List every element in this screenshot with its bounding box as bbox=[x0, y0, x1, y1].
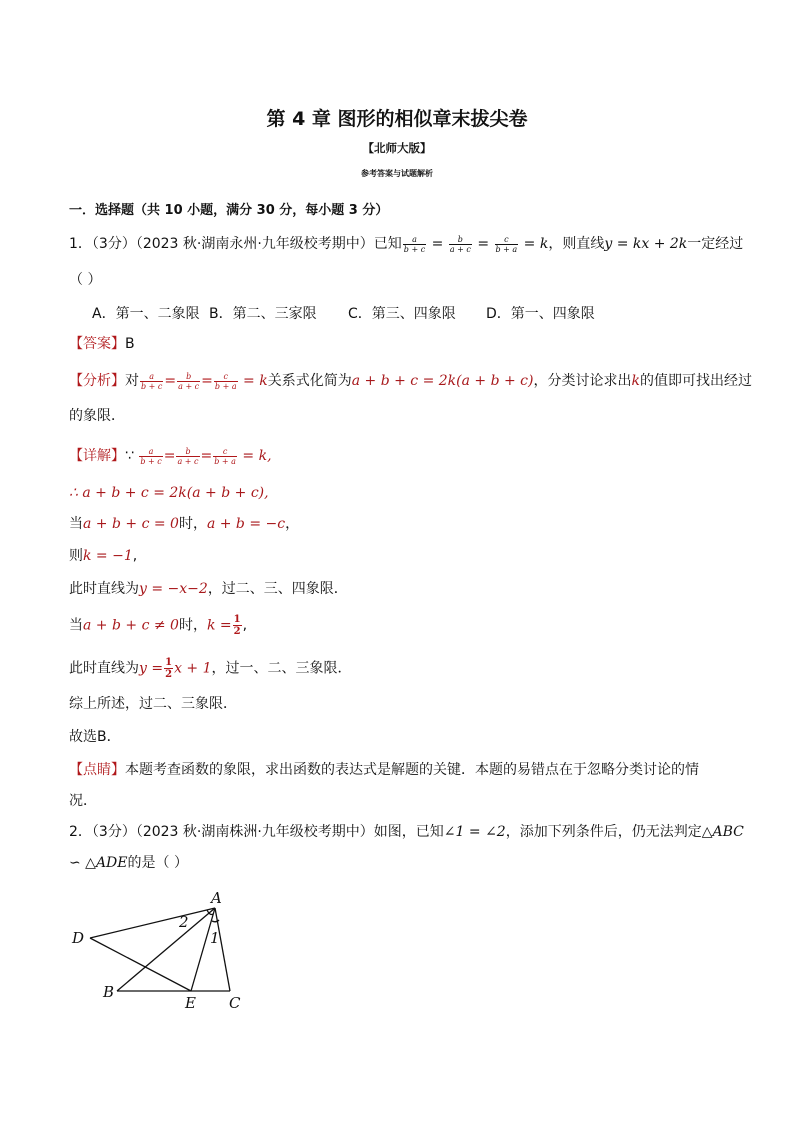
segment-EA bbox=[191, 908, 215, 991]
step6-frac-half: $\frac{1}{2}$ bbox=[165, 657, 173, 680]
q1-analysis: 【分析】对 $\frac{a}{b + c}$ = $\frac{b}{a + c}$ = $\frac{c}{b + a}$ = k关系式化简为a + b + c = 2k(a + b + c)，分类讨论求出k的值即可找出经过 bbox=[69, 371, 752, 391]
analysis-frac-b: $\frac{b}{a + c}$ bbox=[178, 371, 200, 391]
label-angle-1: 1 bbox=[210, 929, 220, 947]
q2-stem-cont: ∽ △ADE的是（ ） bbox=[69, 855, 188, 871]
q1-option-c[interactable]: C．第三、四象限 bbox=[348, 306, 456, 322]
q1-comment: 【点睛】本题考查函数的象限，求出函数的表达式是解题的关键．本题的易错点在于忽略分类讨论的情 bbox=[69, 762, 699, 778]
label-C: C bbox=[229, 994, 241, 1012]
label-E: E bbox=[185, 994, 196, 1012]
q1-comment-cont: 况． bbox=[69, 793, 97, 809]
q1-answer-paren: （ ） bbox=[69, 272, 102, 288]
q1-step-2: 当a + b + c = 0时，a + b = −c， bbox=[69, 516, 300, 532]
q1-option-b[interactable]: B．第二、三家限 bbox=[209, 306, 317, 322]
angle-1-arc bbox=[212, 920, 219, 922]
q2-stem: 2．（3分）（2023 秋·湖南株洲·九年级校考期中）如图，已知∠1 = ∠2，添加下列条件后，仍无法判定△ABC bbox=[69, 824, 744, 840]
q1-stem-prefix: 1．（3分）（2023 秋·湖南永州·九年级校考期中）已知 bbox=[69, 236, 402, 252]
q1-step-7: 综上所述，过二、三象限． bbox=[69, 696, 237, 712]
page-title: 第 4 章 图形的相似章末拔尖卷 bbox=[266, 108, 528, 130]
subtitle: 参考答案与试题解析 bbox=[361, 169, 433, 178]
detail-frac-a: $\frac{a}{b + c}$ bbox=[140, 446, 162, 466]
detail-frac-c: $\frac{c}{b + a}$ bbox=[214, 446, 236, 466]
answer-tag: 【答案】 bbox=[69, 336, 125, 352]
comment-tag: 【点睛】 bbox=[69, 762, 125, 778]
edition-label: 【北师大版】 bbox=[362, 141, 432, 155]
analysis-expression: a + b + c = 2k(a + b + c) bbox=[351, 373, 534, 389]
q1-analysis-cont: 的象限． bbox=[69, 408, 125, 424]
answer-value: B bbox=[125, 336, 135, 352]
q1-step-6: 此时直线为y = $\frac{1}{2}$ x + 1，过一、二、三象限． bbox=[69, 657, 352, 680]
label-angle-2: 2 bbox=[179, 913, 189, 931]
q1-step-3: 则k = −1, bbox=[69, 548, 138, 564]
q1-step-4: 此时直线为y = −x−2，过二、三、四象限． bbox=[69, 581, 348, 597]
q1-option-d[interactable]: D．第一、四象限 bbox=[486, 306, 595, 322]
analysis-frac-a: $\frac{a}{b + c}$ bbox=[141, 371, 163, 391]
detail-frac-b: $\frac{b}{a + c}$ bbox=[177, 446, 199, 466]
q1-answer bbox=[69, 334, 135, 354]
section-heading: 一．选择题（共 10 小题，满分 30 分，每小题 3 分） bbox=[69, 203, 389, 218]
q1-detail: 【详解】∵ $\frac{a}{b + c}$ = $\frac{b}{a + c}$ = $\frac{c}{b + a}$ = k, bbox=[69, 446, 272, 466]
label-A: A bbox=[211, 889, 222, 907]
q1-stem: 1．（3分）（2023 秋·湖南永州·九年级校考期中）已知 $\frac{a}{b + c}$ = $\frac{b}{a + c}$ = $\frac{c}{b + a}$ = k，则直线y = kx + 2k一定经过 bbox=[69, 234, 744, 254]
detail-tag: 【详解】 bbox=[69, 448, 125, 464]
label-B: B bbox=[103, 983, 115, 1001]
q1-step-8: 故选B． bbox=[69, 729, 121, 745]
analysis-tag: 【分析】 bbox=[69, 373, 125, 389]
line-expression: y = kx + 2k bbox=[604, 236, 688, 252]
q1-step-5: 当a + b + c ≠ 0时，k = $\frac{1}{2}$ , bbox=[69, 614, 248, 637]
frac-a-over-bc: $\frac{a}{b + c}$ bbox=[403, 234, 426, 254]
q1-step-1: ∴ a + b + c = 2k(a + b + c), bbox=[69, 485, 269, 501]
triangle-figure bbox=[60, 885, 260, 1015]
frac-c-over-ba: $\frac{c}{b + a}$ bbox=[495, 234, 518, 254]
segment-DA bbox=[90, 908, 215, 938]
label-D: D bbox=[72, 929, 85, 947]
q1-option-a[interactable]: A．第一、二象限 bbox=[92, 306, 200, 322]
segment-AC bbox=[215, 908, 230, 991]
step5-frac-half: $\frac{1}{2}$ bbox=[233, 614, 241, 637]
frac-b-over-ac: $\frac{b}{a + c}$ bbox=[449, 234, 471, 254]
analysis-frac-c: $\frac{c}{b + a}$ bbox=[214, 371, 237, 391]
